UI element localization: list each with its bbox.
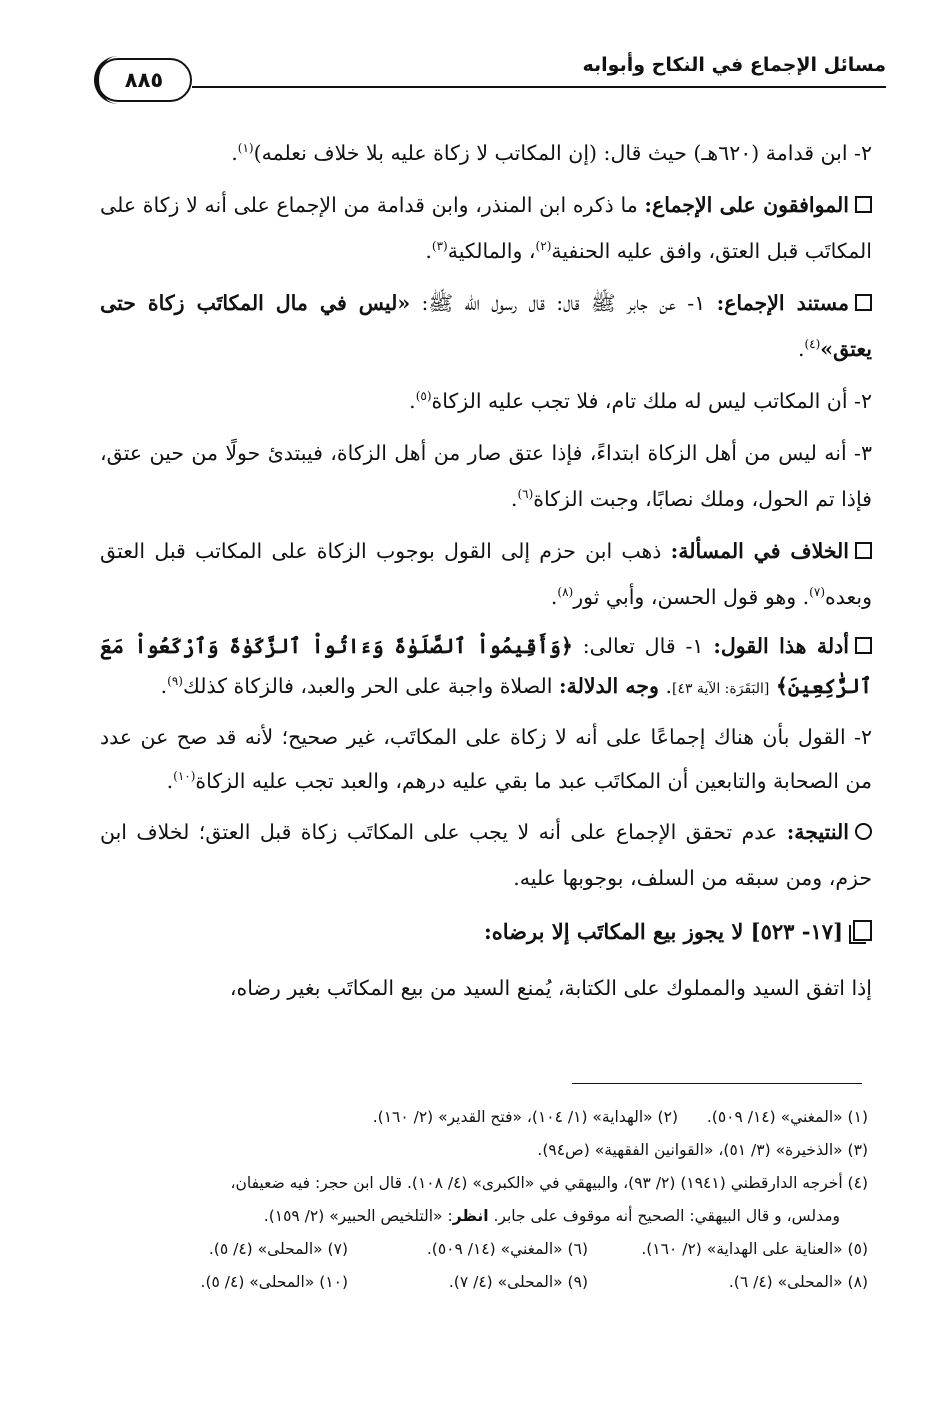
paragraph-basis: مستند الإجماع: ١- عن جابر ﷺ قال: قال رسول الله ﷺ: «ليس في مال المكاتَب زكاة حتى يعتق»$^{(٤)}$. — [100, 291, 872, 361]
footnote: (٣) «الذخيرة» (٣/ ٥١)، «القوانين الفقهية» (ص٩٤). — [537, 1140, 868, 1159]
section-paragraph: إذا اتفق السيد والمملوك على الكتابة، يُمنع السيد من بيع المكاتَب بغير رضاه، — [229, 976, 872, 1000]
footnote: (١) «المغني» (١٤/ ٥٠٩). — [706, 1107, 868, 1126]
footnote-ref: (٩) — [167, 674, 183, 689]
paragraph-agreeing: الموافقون على الإجماع: ما ذكره ابن المنذر، وابن قدامة من الإجماع على أنه لا زكاة على المكاتَب قبل العتق، وافق عليه الحنفية$^{(٢)}$، والمالكية$^{(٣)}$. — [100, 193, 872, 263]
square-bullet-icon — [855, 637, 872, 654]
paragraph-heading: الخلاف في المسألة: — [670, 539, 849, 563]
hadith-quote: «ليس في مال المكاتَب زكاة حتى يعتق» — [100, 291, 872, 361]
paragraph-dispute: الخلاف في المسألة: ذهب ابن حزم إلى القول بوجوب الزكاة على المكاتب قبل العتق وبعده$^{(٧)}$. وهو قول الحسن، وأبي ثور$^{(٨)}$. — [100, 539, 872, 609]
footnote-ref: (١٠) — [173, 769, 196, 784]
paragraph-point-3: ٣- أنه ليس من أهل الزكاة ابتداءً، فإذا عتق صار من أهل الزكاة، فيبتدئ حولًا من حين عتق، فإذا تم الحول، وملك نصابًا، وجبت الزكاة$^{(٦)}$. — [100, 441, 872, 511]
footnote-ref: (٧) — [809, 585, 825, 600]
see-label: انظر — [452, 1206, 489, 1225]
footnote: (٦) «المغني» (١٤/ ٥٠٩). — [426, 1239, 588, 1258]
footnote: (١٠) «المحلى» (٤/ ٥). — [200, 1272, 348, 1291]
footnote-separator — [572, 1083, 862, 1084]
header-rule — [192, 86, 886, 88]
footnote-ref: (١) — [237, 141, 254, 156]
paragraph-heading: النتيجة: — [786, 820, 849, 844]
footnote-ref: (٥) — [415, 389, 432, 404]
section-heading: [١٧- ٥٢٣] لا يجوز بيع المكاتَب إلا برضاه: — [100, 909, 872, 955]
page-number: ٨٨٥ — [96, 58, 192, 102]
footnote-ref: (٦) — [517, 487, 534, 502]
footnote: (٧) «المحلى» (٤/ ٥). — [208, 1239, 348, 1258]
footnote: (٩) «المحلى» (٤/ ٧). — [448, 1272, 588, 1291]
footnote: (٤) أخرجه الدارقطني (١٩٤١) (٢/ ٩٣)، والبيهقي في «الكبرى» (٤/ ١٠٨). قال ابن حجر: فيه ضعيفان، — [230, 1173, 868, 1192]
footnote-row — [100, 1199, 868, 1232]
paragraph-point-2: ٢- أن المكاتب ليس له ملك تام، فلا تجب عليه الزكاة$^{(٥)}$. — [409, 389, 872, 413]
quran-verse: ﴿وَأَقِيمُواْ ٱلصَّلَوٰةَ وَءَاتُواْ ٱلزَّكَوٰةَ وَٱرْكَعُواْ مَعَ ٱلرَّٰكِعِينَ﴾ — [100, 634, 872, 698]
footnote: ومدلس، و قال البيهقي: الصحيح أنه موقوف على جابر. انظر: «التلخيص الحبير» (٢/ ١٥٩). — [263, 1206, 840, 1225]
footnote-row — [100, 1100, 868, 1133]
paragraph-result: النتيجة: عدم تحقق الإجماع على أنه لا يجب على المكاتَب زكاة قبل العتق؛ لخلاف ابن حزم، ومن سبقه من السلف، بوجوبها عليه. — [100, 820, 872, 890]
paragraph-ibn-qudama: ٢- ابن قدامة (٦٢٠هـ) حيث قال: (إن المكاتب لا زكاة عليه بلا خلاف نعلمه)$^{(١)}$. — [231, 141, 872, 165]
footnote: (٢) «الهداية» (١/ ١٠٤)، «فتح القدير» (٢/ ١٦٠). — [372, 1107, 678, 1126]
circle-bullet-icon — [855, 823, 872, 840]
footnote-row — [100, 1166, 868, 1199]
book-icon — [853, 920, 872, 941]
paragraph-evidence: أدلة هذا القول: ١- قال تعالى: ﴿وَأَقِيمُواْ ٱلصَّلَوٰةَ وَءَاتُواْ ٱلزَّكَوٰةَ وَٱرْكَعُواْ مَعَ ٱلرَّٰكِعِينَ﴾ [البَقَرَة: الآية ٤٣]. وجه الدلالة: الصلاة واجبة على الحر والعبد، فالزكاة كذلك$^{(٩)}$. — [100, 634, 872, 698]
footnote-row — [100, 1133, 868, 1166]
footnote-row — [100, 1232, 868, 1265]
square-bullet-icon — [855, 196, 872, 213]
square-bullet-icon — [855, 294, 872, 311]
page-body — [100, 130, 872, 1017]
paragraph-refutation: ٢- القول بأن هناك إجماعًا على أنه لا زكاة على المكاتَب، غير صحيح؛ لأنه قد صح عن عدد من الصحابة والتابعين أن المكاتَب عبد ما بقي عليه درهم، والعبد تجب عليه الزكاة$^{(١٠)}$. — [100, 725, 872, 793]
paragraph-heading: أدلة هذا القول: — [713, 634, 849, 658]
surah-reference: [البَقَرَة: الآية ٤٣] — [671, 681, 770, 697]
footnote-ref: (٤) — [804, 337, 821, 352]
running-title: مسائل الإجماع في النكاح وأبوابه — [582, 54, 886, 76]
page-header — [96, 46, 886, 96]
footnote-ref: (٣) — [431, 239, 448, 254]
inference-label: وجه الدلالة: — [559, 674, 659, 698]
footnotes — [100, 1100, 868, 1298]
paragraph-heading: مستند الإجماع: — [716, 291, 849, 315]
footnote: (٥) «العناية على الهداية» (٢/ ١٦٠). — [641, 1239, 868, 1258]
footnote-row — [100, 1265, 868, 1298]
square-bullet-icon — [855, 542, 872, 559]
paragraph-heading: الموافقون على الإجماع: — [644, 193, 849, 217]
footnote-ref: (٢) — [535, 239, 552, 254]
footnote: (٨) «المحلى» (٤/ ٦). — [728, 1272, 868, 1291]
footnote-ref: (٨) — [557, 585, 574, 600]
